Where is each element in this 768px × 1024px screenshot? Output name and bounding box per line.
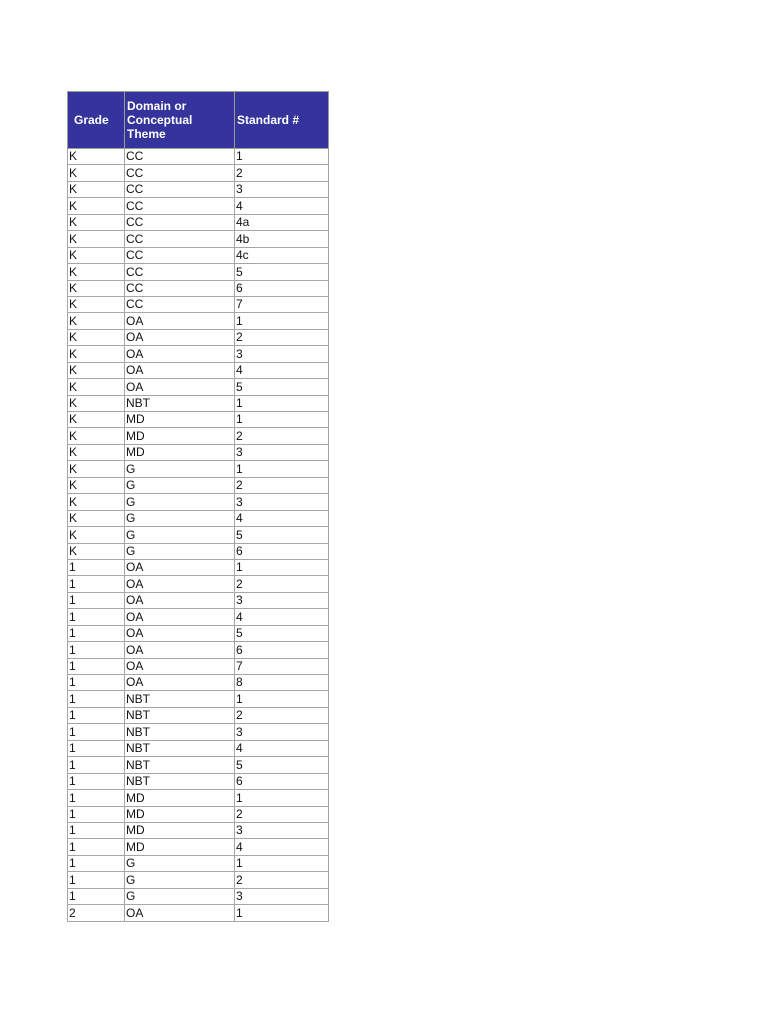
grade-cell: 1: [68, 691, 125, 707]
table-row: [68, 559, 329, 575]
table-row: [68, 543, 329, 559]
grade-cell: 1: [68, 822, 125, 838]
domain-cell: CC: [125, 231, 235, 247]
standard-cell: 7: [235, 296, 329, 312]
table-row: [68, 280, 329, 296]
grade-cell: K: [68, 510, 125, 526]
grade-cell: 1: [68, 576, 125, 592]
standard-cell: 6: [235, 642, 329, 658]
grade-cell: K: [68, 362, 125, 378]
standard-cell: 2: [235, 477, 329, 493]
domain-cell: CC: [125, 181, 235, 197]
grade-cell: K: [68, 264, 125, 280]
header-row: [68, 92, 329, 149]
standard-cell: 3: [235, 592, 329, 608]
grade-cell: 2: [68, 905, 125, 921]
domain-cell: MD: [125, 428, 235, 444]
grade-cell: K: [68, 198, 125, 214]
standard-cell: 1: [235, 559, 329, 575]
table-row: [68, 461, 329, 477]
domain-cell: G: [125, 510, 235, 526]
standard-cell: 1: [235, 395, 329, 411]
table-row: [68, 576, 329, 592]
table-row: [68, 675, 329, 691]
grade-cell: K: [68, 181, 125, 197]
grade-cell: K: [68, 477, 125, 493]
domain-cell: NBT: [125, 773, 235, 789]
table-body: [68, 149, 329, 922]
standard-cell: 4: [235, 198, 329, 214]
grade-cell: K: [68, 494, 125, 510]
standard-cell: 4: [235, 839, 329, 855]
grade-cell: K: [68, 247, 125, 263]
standard-cell: 1: [235, 412, 329, 428]
grade-cell: 1: [68, 642, 125, 658]
domain-cell: MD: [125, 790, 235, 806]
standard-cell: 4: [235, 510, 329, 526]
table-row: [68, 724, 329, 740]
domain-cell: MD: [125, 839, 235, 855]
standard-cell: 4: [235, 740, 329, 756]
grade-cell: K: [68, 395, 125, 411]
table-row: [68, 247, 329, 263]
standard-column-header: Standard #: [235, 92, 329, 149]
standard-cell: 5: [235, 625, 329, 641]
standard-cell: 4b: [235, 231, 329, 247]
grade-cell: 1: [68, 757, 125, 773]
table-row: [68, 412, 329, 428]
grade-cell: 1: [68, 625, 125, 641]
table-row: [68, 346, 329, 362]
table-row: [68, 214, 329, 230]
table-row: [68, 888, 329, 904]
standard-cell: 1: [235, 149, 329, 165]
standard-cell: 1: [235, 313, 329, 329]
table-row: [68, 658, 329, 674]
table-row: [68, 149, 329, 165]
standard-cell: 3: [235, 181, 329, 197]
standard-cell: 3: [235, 724, 329, 740]
grade-cell: 1: [68, 790, 125, 806]
standard-cell: 1: [235, 905, 329, 921]
grade-cell: 1: [68, 675, 125, 691]
standard-cell: 3: [235, 444, 329, 460]
standard-cell: 5: [235, 757, 329, 773]
domain-cell: OA: [125, 346, 235, 362]
grade-cell: 1: [68, 806, 125, 822]
domain-cell: CC: [125, 280, 235, 296]
grade-cell: K: [68, 280, 125, 296]
grade-cell: K: [68, 543, 125, 559]
domain-cell: CC: [125, 198, 235, 214]
grade-cell: 1: [68, 839, 125, 855]
table-row: [68, 822, 329, 838]
domain-cell: OA: [125, 675, 235, 691]
standard-cell: 2: [235, 428, 329, 444]
grade-cell: 1: [68, 609, 125, 625]
grade-cell: 1: [68, 724, 125, 740]
table-row: [68, 839, 329, 855]
domain-cell: CC: [125, 296, 235, 312]
standard-cell: 4: [235, 362, 329, 378]
table-row: [68, 855, 329, 871]
domain-cell: OA: [125, 642, 235, 658]
domain-cell: OA: [125, 658, 235, 674]
domain-column-header: Domain or Conceptual Theme: [125, 92, 235, 149]
table-row: [68, 362, 329, 378]
standard-cell: 4c: [235, 247, 329, 263]
table-row: [68, 165, 329, 181]
grade-cell: 1: [68, 658, 125, 674]
table-row: [68, 395, 329, 411]
grade-cell: 1: [68, 592, 125, 608]
grade-cell: K: [68, 527, 125, 543]
domain-cell: OA: [125, 329, 235, 345]
domain-cell: G: [125, 494, 235, 510]
standard-cell: 2: [235, 872, 329, 888]
table-row: [68, 428, 329, 444]
domain-cell: OA: [125, 362, 235, 378]
grade-cell: K: [68, 412, 125, 428]
grade-cell: K: [68, 461, 125, 477]
grade-cell: K: [68, 313, 125, 329]
table-row: [68, 625, 329, 641]
table-row: [68, 510, 329, 526]
table-row: [68, 477, 329, 493]
table-row: [68, 740, 329, 756]
grade-cell: K: [68, 231, 125, 247]
domain-cell: OA: [125, 379, 235, 395]
domain-cell: CC: [125, 247, 235, 263]
grade-column-header: Grade: [68, 92, 125, 149]
domain-cell: NBT: [125, 691, 235, 707]
standard-cell: 6: [235, 543, 329, 559]
standard-cell: 1: [235, 691, 329, 707]
grade-cell: 1: [68, 872, 125, 888]
table-row: [68, 592, 329, 608]
grade-cell: K: [68, 149, 125, 165]
table-row: [68, 609, 329, 625]
standard-cell: 3: [235, 888, 329, 904]
table-row: [68, 806, 329, 822]
table-row: [68, 642, 329, 658]
standard-cell: 2: [235, 576, 329, 592]
grade-cell: 1: [68, 888, 125, 904]
table-row: [68, 264, 329, 280]
grade-cell: 1: [68, 740, 125, 756]
table-row: [68, 790, 329, 806]
standard-cell: 7: [235, 658, 329, 674]
domain-cell: G: [125, 888, 235, 904]
standard-cell: 5: [235, 264, 329, 280]
grade-cell: 1: [68, 559, 125, 575]
grade-cell: 1: [68, 773, 125, 789]
standard-cell: 4a: [235, 214, 329, 230]
domain-cell: G: [125, 855, 235, 871]
table-row: [68, 527, 329, 543]
domain-cell: NBT: [125, 740, 235, 756]
domain-cell: OA: [125, 576, 235, 592]
domain-cell: NBT: [125, 724, 235, 740]
table-row: [68, 379, 329, 395]
standard-cell: 2: [235, 165, 329, 181]
standard-cell: 3: [235, 822, 329, 838]
standard-cell: 1: [235, 855, 329, 871]
domain-cell: MD: [125, 412, 235, 428]
grade-cell: K: [68, 296, 125, 312]
table-row: [68, 905, 329, 921]
domain-cell: G: [125, 872, 235, 888]
domain-cell: G: [125, 461, 235, 477]
grade-cell: 1: [68, 855, 125, 871]
standard-cell: 5: [235, 527, 329, 543]
table-row: [68, 773, 329, 789]
domain-cell: NBT: [125, 395, 235, 411]
domain-cell: MD: [125, 444, 235, 460]
table-row: [68, 181, 329, 197]
table-row: [68, 494, 329, 510]
table-row: [68, 231, 329, 247]
domain-cell: MD: [125, 822, 235, 838]
domain-cell: G: [125, 543, 235, 559]
domain-cell: OA: [125, 609, 235, 625]
standard-cell: 2: [235, 707, 329, 723]
standard-cell: 5: [235, 379, 329, 395]
standard-cell: 6: [235, 773, 329, 789]
domain-cell: OA: [125, 905, 235, 921]
domain-cell: OA: [125, 592, 235, 608]
domain-cell: G: [125, 527, 235, 543]
table-row: [68, 707, 329, 723]
standard-cell: 3: [235, 346, 329, 362]
grade-cell: K: [68, 214, 125, 230]
table-header: [68, 92, 329, 149]
grade-cell: K: [68, 428, 125, 444]
domain-cell: OA: [125, 559, 235, 575]
table-row: [68, 329, 329, 345]
grade-cell: K: [68, 329, 125, 345]
domain-cell: NBT: [125, 757, 235, 773]
standard-cell: 3: [235, 494, 329, 510]
grade-cell: 1: [68, 707, 125, 723]
grade-cell: K: [68, 379, 125, 395]
standard-cell: 2: [235, 806, 329, 822]
table-row: [68, 444, 329, 460]
domain-cell: CC: [125, 214, 235, 230]
table-row: [68, 691, 329, 707]
standard-cell: 8: [235, 675, 329, 691]
domain-cell: OA: [125, 313, 235, 329]
table-row: [68, 313, 329, 329]
standard-cell: 4: [235, 609, 329, 625]
domain-cell: CC: [125, 264, 235, 280]
table-row: [68, 757, 329, 773]
table-row: [68, 198, 329, 214]
standards-table: [67, 91, 329, 922]
grade-cell: K: [68, 165, 125, 181]
table-row: [68, 872, 329, 888]
standard-cell: 2: [235, 329, 329, 345]
table-row: [68, 296, 329, 312]
domain-cell: NBT: [125, 707, 235, 723]
domain-cell: MD: [125, 806, 235, 822]
domain-cell: G: [125, 477, 235, 493]
grade-cell: K: [68, 346, 125, 362]
standard-cell: 1: [235, 790, 329, 806]
standard-cell: 1: [235, 461, 329, 477]
domain-cell: CC: [125, 149, 235, 165]
standard-cell: 6: [235, 280, 329, 296]
grade-cell: K: [68, 444, 125, 460]
domain-cell: OA: [125, 625, 235, 641]
domain-cell: CC: [125, 165, 235, 181]
